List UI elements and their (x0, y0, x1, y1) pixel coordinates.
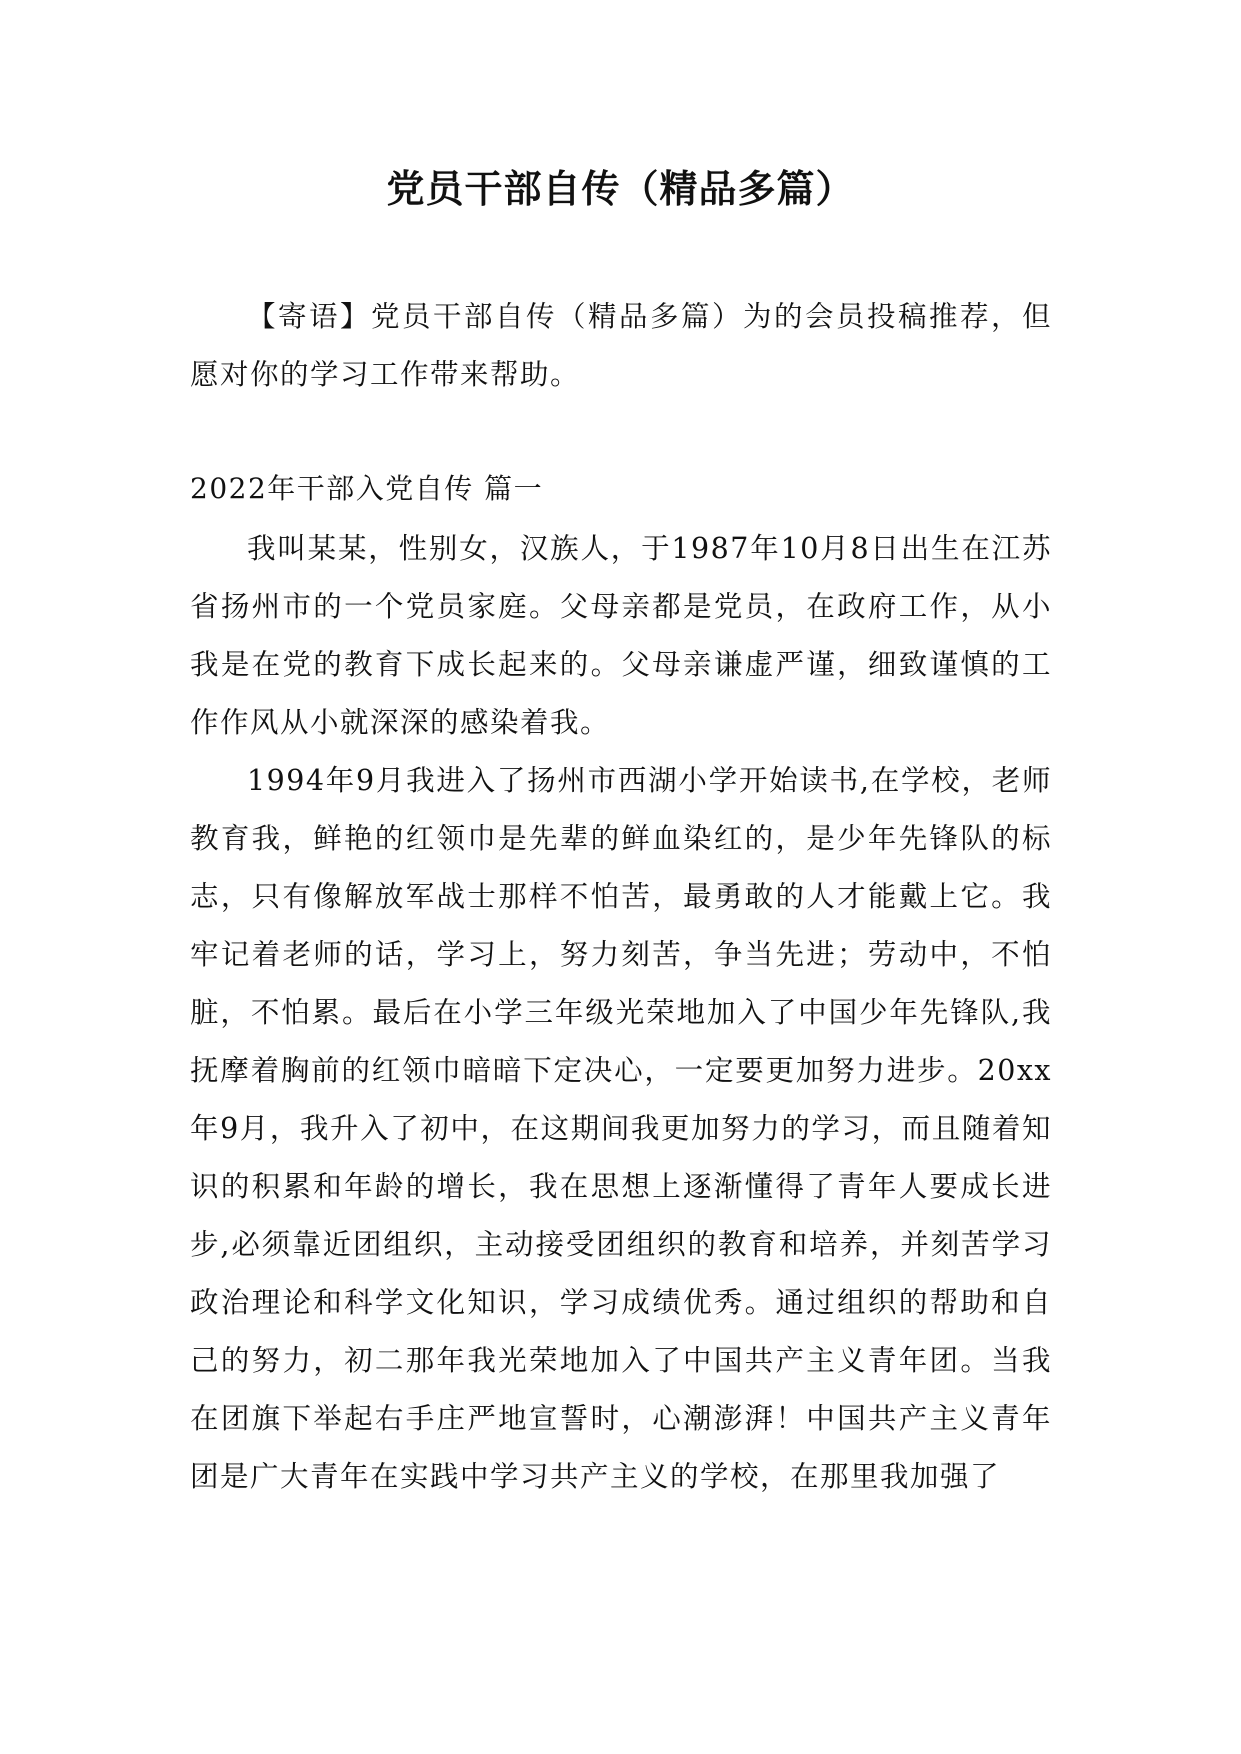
intro-paragraph: 【寄语】党员干部自传（精品多篇）为的会员投稿推荐，但愿对你的学习工作带来帮助。 (190, 300, 1052, 391)
body-paragraph: 我叫某某，性别女，汉族人，于1987年10月8日出生在江苏省扬州市的一个党员家庭。父母亲都是党员，在政府工作，从小我是在党的教育下成长起来的。父母亲谦虚严谨，细致谨慎的工作作风从小就深深的感染着我。 (190, 532, 1052, 739)
section-heading: 2022年干部入党自传 篇一 (190, 472, 544, 505)
body-paragraph: 1994年9月我进入了扬州市西湖小学开始读书,在学校，老师教育我，鲜艳的红领巾是先辈的鲜血染红的，是少年先锋队的标志，只有像解放军战士那样不怕苦，最勇敢的人才能戴上它。我牢记着老师的话，学习上，努力刻苦，争当先进；劳动中，不怕脏，不怕累。最后在小学三年级光荣地加入了中国少年先锋队,我抚摩着胸前的红领巾暗暗下定决心，一定要更加努力进步。20xx年9月，我升入了初中，在这期间我更加努力的学习，而且随着知识的积累和年龄的增长，我在思想上逐渐懂得了青年人要成长进步,必须靠近团组织，主动接受团组织的教育和培养，并刻苦学习政治理论和科学文化知识，学习成绩优秀。通过组织的帮助和自己的努力，初二那年我光荣地加入了中国共产主义青年团。当我在团旗下举起右手庄严地宣誓时，心潮澎湃！中国共产主义青年团是广大青年在实践中学习共产主义的学校，在那里我加强了 (190, 764, 1052, 1493)
document-title: 党员干部自传（精品多篇） (386, 166, 855, 211)
